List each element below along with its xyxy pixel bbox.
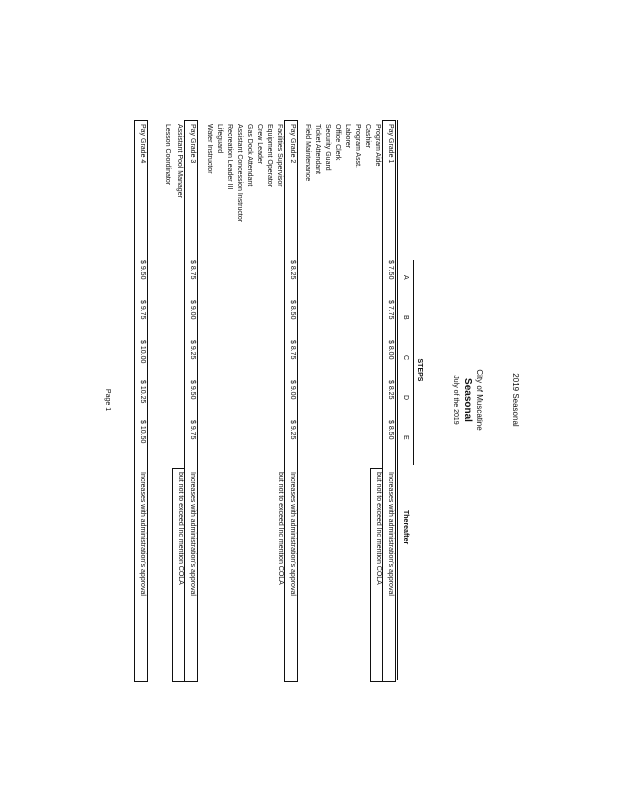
grade-row <box>187 120 197 680</box>
job-title: Program Asst. <box>353 124 361 168</box>
section-title: Seasonal <box>461 378 473 422</box>
job-title: Cashier <box>363 124 371 149</box>
grade-name: Pay Grade 2 <box>288 124 296 164</box>
job-title: Assistant Concession Instructor <box>235 124 243 223</box>
job-title: Office Clerk <box>333 124 341 161</box>
grade-value-b: $ 9.00 <box>188 300 196 320</box>
job-title: Gas Dock Attendant <box>245 124 253 187</box>
step-letter-d: D <box>401 395 409 401</box>
grade-value-d: $ 8.25 <box>386 380 394 400</box>
job-title: Security Guard <box>323 124 331 171</box>
thereafter-label: Thereafter <box>401 510 409 545</box>
grade-value-c: $ 10.00 <box>138 340 146 364</box>
grade-name: Pay Grade 1 <box>386 124 394 164</box>
job-title: Assistant Pool Manager <box>175 124 183 198</box>
job-title: Recreation Leader III <box>225 124 233 190</box>
job-title: Lifeguard <box>215 124 223 154</box>
grade-value-b: $ 8.50 <box>288 300 296 320</box>
grade-note: Increases with administration's approval <box>138 472 146 596</box>
step-letter-a: A <box>401 275 409 280</box>
grade-note: Increases with administration's approval <box>386 472 394 596</box>
grade-row <box>287 120 297 680</box>
job-title: Facilities Supervisor <box>275 124 283 187</box>
grade-value-a: $ 9.50 <box>138 260 146 280</box>
grade-name: Pay Grade 4 <box>138 124 146 164</box>
grade-value-d: $ 9.50 <box>188 380 196 400</box>
document-top-title: 2019 Seasonal <box>510 373 520 427</box>
grade-value-d: $ 10.25 <box>138 380 146 404</box>
steps-label: STEPS <box>415 358 423 382</box>
step-letter-e: E <box>401 435 409 440</box>
grade-row <box>137 120 147 680</box>
grade-value-a: $ 8.75 <box>188 260 196 280</box>
job-title: Field Maintenance <box>303 124 311 182</box>
grade-value-b: $ 7.75 <box>386 300 394 320</box>
page-number: Page 1 <box>103 388 111 412</box>
job-title: Program Aide <box>373 124 381 167</box>
grade-value-e: $ 10.50 <box>138 420 146 444</box>
job-title: Laborer <box>343 124 351 149</box>
grade-note-2: but not to exceed Inc mention COLA <box>374 472 382 585</box>
grade-value-c: $ 8.00 <box>386 340 394 360</box>
grade-value-a: $ 7.50 <box>386 260 394 280</box>
steps-underline <box>413 260 414 465</box>
job-title: Equipment Operator <box>265 124 273 188</box>
job-title: Ticket Attendant <box>313 124 321 174</box>
header-rule <box>397 120 398 680</box>
job-title: Crew Leader <box>255 124 263 165</box>
step-letter-c: C <box>401 355 409 361</box>
grade-name: Pay Grade 3 <box>188 124 196 164</box>
rotated-content <box>94 120 524 680</box>
grade-value-a: $ 8.25 <box>288 260 296 280</box>
job-title: Lesson Coordinator <box>163 124 171 186</box>
grade-note: Increases with administration's approval <box>288 472 296 596</box>
grade-value-d: $ 9.00 <box>288 380 296 400</box>
org-name: City of Muscatine <box>474 369 484 431</box>
step-letter-b: B <box>401 315 409 320</box>
job-title: Water Instructor <box>205 124 213 174</box>
grade-note: Increases with administration's approval <box>188 472 196 596</box>
grade-value-e: $ 8.50 <box>386 420 394 440</box>
effective-date: July of the 2019 <box>451 375 459 425</box>
grade-value-b: $ 9.75 <box>138 300 146 320</box>
grade-note-2: but not to exceed Inc mention COLA <box>276 472 284 585</box>
grade-value-e: $ 9.25 <box>288 420 296 440</box>
grade-row <box>385 120 395 680</box>
grade-value-e: $ 9.75 <box>188 420 196 440</box>
grade-value-c: $ 9.25 <box>188 340 196 360</box>
grade-value-c: $ 8.75 <box>288 340 296 360</box>
grade-note-2: but not to exceed Inc mention COLA <box>176 472 184 585</box>
